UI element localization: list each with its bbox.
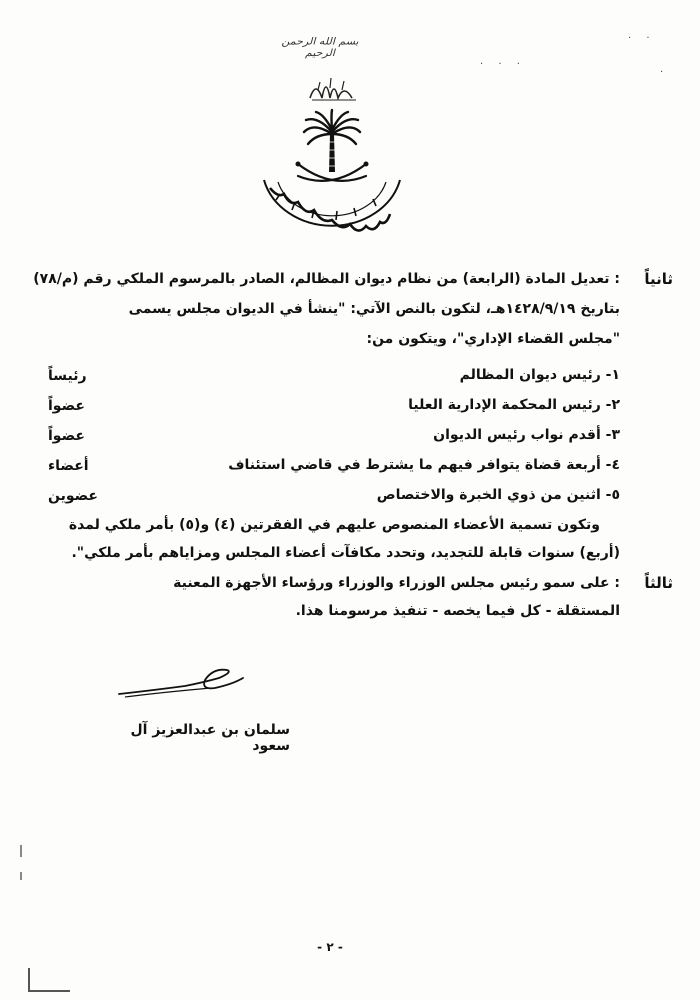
section-three-label: ثالثاً: [644, 574, 673, 592]
section-two-closing: وتكون تسمية الأعضاء المنصوص عليهم في الفقرتين (٤) و(٥) بأمر ملكي لمدة: [68, 517, 600, 533]
member-role: رئيساً: [48, 368, 87, 384]
scan-speck: .: [660, 64, 670, 75]
section-two-closing: (أربع) سنوات قابلة للتجديد، وتحدد مكافآت أعضاء المجلس ومزاياهم بأمر ملكي".: [71, 545, 620, 561]
scan-edge-mark: [20, 845, 22, 857]
member-role: عضوين: [48, 488, 98, 504]
member-item: ١- رئيس ديوان المظالم: [459, 367, 620, 383]
palm-and-swords-emblem-icon: [252, 60, 412, 240]
scan-edge-mark: [20, 872, 22, 880]
section-three-line: : على سمو رئيس مجلس الوزراء والوزراء ورؤساء الأجهزة المعنية: [173, 575, 620, 591]
member-item: ٥- اثنين من ذوي الخبرة والاختصاص: [376, 487, 620, 503]
section-two-line: "مجلس القضاء الإداري"، ويتكون من:: [366, 331, 620, 347]
section-two-line: بتاريخ ١٤٢٨/٩/١٩هـ، لتكون بالنص الآتي: "ينشأ في الديوان مجلس يسمى: [128, 301, 620, 317]
page-corner-mark: [28, 968, 70, 992]
scan-speck: . .: [628, 30, 656, 41]
page-number: - ٢ -: [317, 940, 343, 954]
section-two-line: : تعديل المادة (الرابعة) من نظام ديوان المظالم، الصادر بالمرسوم الملكي رقم (م/٧٨): [33, 271, 620, 287]
member-role: أعضاء: [48, 458, 89, 474]
scan-speck: . . .: [480, 56, 526, 67]
member-item: ٣- أقدم نواب رئيس الديوان: [433, 427, 620, 443]
member-item: ٢- رئيس المحكمة الإدارية العليا: [408, 397, 620, 413]
saudi-emblem-logo: [252, 60, 412, 240]
basmala-heading: بسم الله الرحمن الرحيم: [281, 35, 359, 59]
member-role: عضواً: [48, 428, 85, 444]
signer-name: سلمان بن عبدالعزيز آل سعود: [130, 722, 290, 754]
member-role: عضواً: [48, 398, 85, 414]
section-two-label: ثانياً: [644, 270, 673, 288]
member-item: ٤- أربعة قضاة يتوافر فيهم ما يشترط في قاضي استئناف: [228, 457, 620, 473]
section-three-line: المستقلة - كل فيما يخصه - تنفيذ مرسومنا هذا.: [295, 603, 620, 619]
handwritten-signature: [115, 664, 245, 704]
